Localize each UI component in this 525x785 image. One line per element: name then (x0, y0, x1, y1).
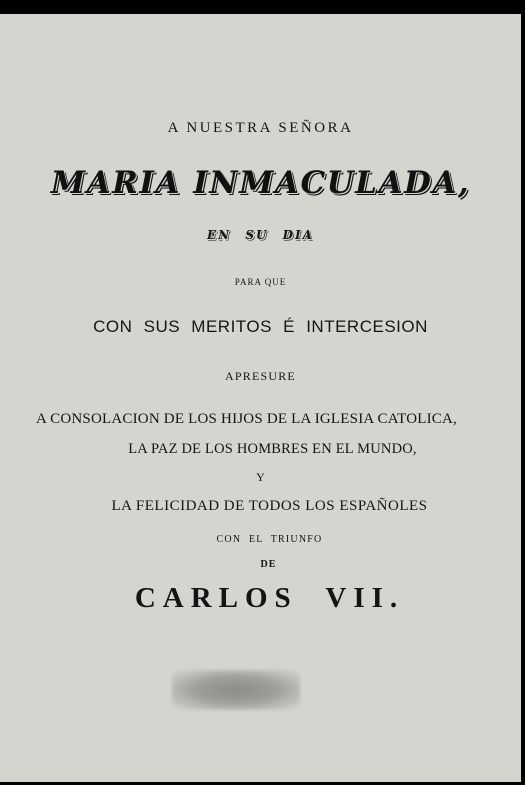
happiness-line: LA FELICIDAD DE TODOS LOS ESPAÑOLES (111, 498, 428, 514)
apresure-line: APRESURE (225, 369, 296, 383)
peace-line: LA PAZ DE LOS HOMBRES EN EL MUNDO, (128, 441, 417, 457)
para-que-line: PARA QUE (234, 277, 287, 287)
and-line: Y (256, 470, 265, 484)
title-page (0, 14, 521, 782)
triumph-line: CON EL TRIUNFO (216, 534, 323, 545)
dedication-line: A NUESTRA SEÑORA (167, 120, 354, 136)
consolation-line: A CONSOLACION DE LOS HIJOS DE LA IGLESIA CATOLICA, (36, 411, 457, 427)
maria-inmaculada-heading: MARIA INMACULADA, (50, 165, 471, 201)
de-line: DE (260, 559, 277, 570)
carlos-vii-heading: CARLOS VII. (134, 582, 405, 614)
merits-line: CON SUS MERITOS É INTERCESION (93, 317, 428, 336)
library-stamp-smudge (172, 670, 300, 710)
en-su-dia-line: EN SU DIA (207, 228, 314, 242)
